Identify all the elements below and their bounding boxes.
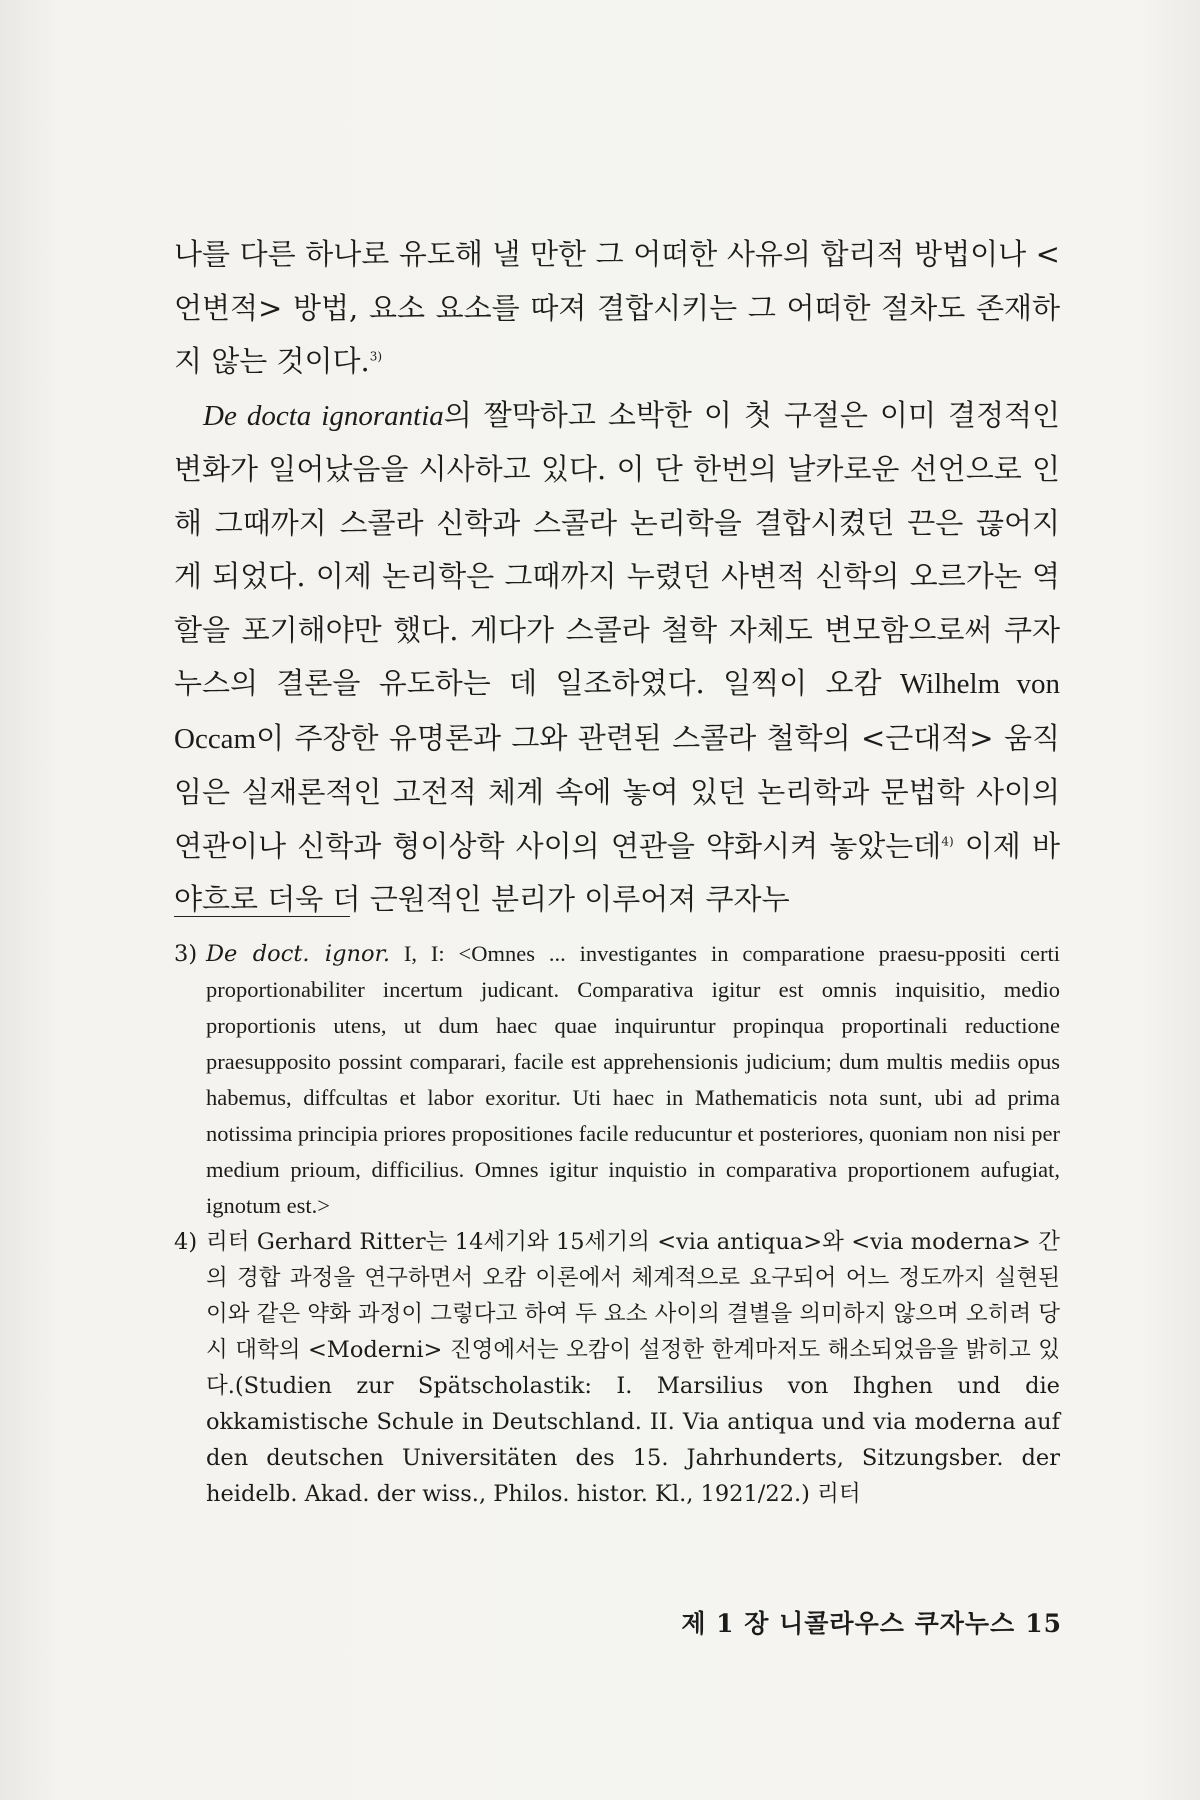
page-number: 15: [1025, 1609, 1062, 1638]
chapter-title: 제 1 장 니콜라우스 쿠자누스: [681, 1609, 1016, 1638]
paragraph-2-text-b: 이 주장한 유명론과 그와 관련된 스콜라 철학의 <근대적> 움직임은 실재론적인 고전적 체계 속에 놓여 있던 논리학과 문법학 사이의 연관이나 신학과 형이상학 사이의 연관을 약화시켜 놓았는데: [174, 720, 1060, 863]
paragraph-2-text-a: 의 짤막하고 소박한 이 첫 구절은 이미 결정적인 변화가 일어났음을 시사하고 있다. 이 단 한번의 날카로운 선언으로 인해 그때까지 스콜라 신학과 스콜라 논리학을 결합시켰던 끈은 끊어지게 되었다. 이제 논리학은 그때까지 누렸던 사변적 신학의 오르가논 역할을 포기해야만 했다. 게다가 스콜라 철학 자체도 변모함으로써 쿠자누스의 결론을 유도하는 데 일조하였다. 일찍이 오캄: [174, 397, 1061, 700]
footnote-3-text: I, I: <Omnes ... investigantes in comparatione praesu-ppositi certi proportionabiliter incertum judicant. Comparativa igitur est omnis inquisitio, medio proportionis utens, ut dum haec quae inquiruntur propinqua proportinali reductione praesupposito possint comparari, facile est apprehensionis judicium; dum multis mediis opus habemus, diffcultas et labor exoritur. Uti haec in Mathematicis nota sunt, ubi ad prima notissima principia priores propositiones facile reducuntur et posteriores, quoniam non nisi per medium prioum, difficilius. Omnes igitur inquistio in comparativa proportionem aufugiat, ignotum est.>: [206, 941, 1060, 1218]
footnote-ref-3: 3): [369, 349, 383, 364]
main-text: [174, 228, 1060, 927]
paragraph-2-text-c: 이제 바야흐로 더욱 더 근원적인 분리가 이루어져 쿠자누: [174, 828, 1060, 916]
footnote-4-text: 리터 Gerhard Ritter는 14세기와 15세기의 <via antiqua>와 <via moderna> 간의 경합 과정을 연구하면서 오캄 이론에서 체계적으로 요구되어 어느 정도까지 실현된 이와 같은 약화 과정이 그렇다고 하여 두 요소 사이의 결별을 의미하지 않으며 오히려 당시 대학의 <Moderni> 진영에서는 오캄이 설정한 한계마저도 해소되었음을 밝히고 있다.(Studien zur Spätscholastik: I. Marsilius von Ihghen und die okkamistische Schule in Deutschland. II. Via antiqua und via moderna auf den deutschen Universitäten des 15. Jahrhunderts, Sitzungsber. der heidelb. Akad. der wiss., Philos. histor. Kl., 1921/22.) 리터: [206, 1229, 1060, 1507]
paragraph-1-text: 나를 다른 하나로 유도해 낼 만한 그 어떠한 사유의 합리적 방법이나 <언변적> 방법, 요소 요소를 따져 결합시키는 그 어떠한 절차도 존재하지 않는 것이다.: [174, 237, 1060, 378]
work-title: De docta ignorantia: [203, 399, 444, 432]
paragraph-2: [174, 389, 1060, 927]
footnote-4: [174, 1224, 1060, 1512]
footnote-3: [174, 936, 1060, 1224]
running-footer: [671, 1604, 1062, 1640]
footnote-3-number: 3): [174, 941, 198, 967]
footnote-ref-4: 4): [941, 833, 954, 848]
footnote-divider: [174, 916, 350, 917]
paragraph-1: [174, 228, 1060, 389]
footnote-3-ref: De doct. ignor.: [206, 941, 390, 967]
footnotes: [174, 936, 1060, 1512]
footnote-4-number: 4): [174, 1229, 198, 1255]
author-name: Wilhelm von Occam: [174, 668, 1060, 755]
